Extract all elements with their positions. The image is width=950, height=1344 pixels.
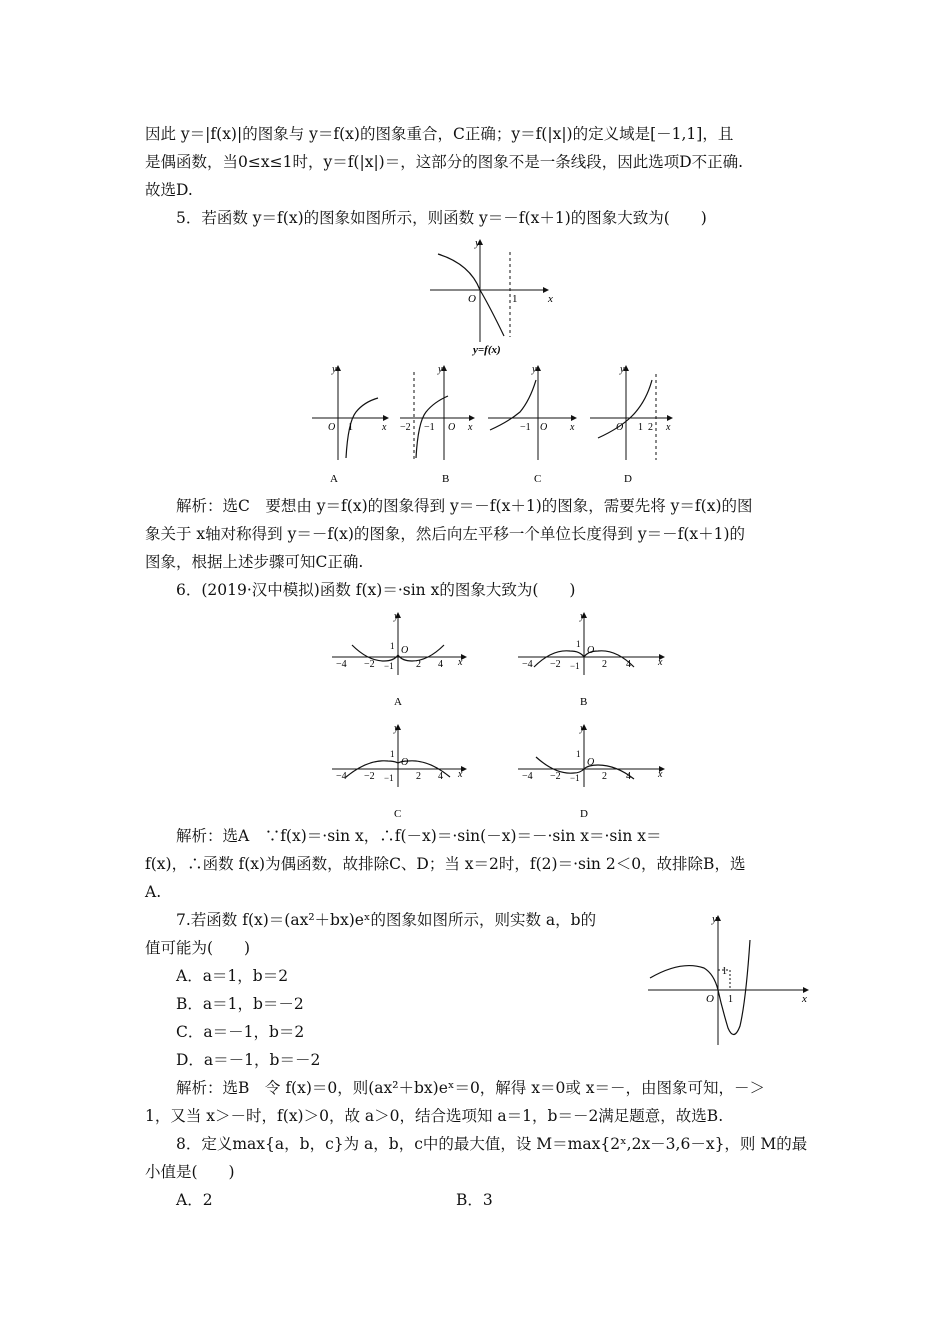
option-c-caption: C [534,473,542,485]
svg-text:y: y [438,364,443,375]
question-5: 5．若函数 y＝f(x)的图象如图所示，则函数 y＝－f(x＋1)的图象大致为( ) [176,209,707,227]
svg-text:−1: −1 [384,773,394,783]
option-a-caption: A [330,473,338,485]
svg-text:2: 2 [416,771,421,782]
text-line: 小值是( ) [145,1163,235,1181]
svg-text:1: 1 [576,639,581,649]
choice-a: A．a＝1，b＝2 [176,967,289,985]
svg-text:2: 2 [602,771,607,782]
origin-label: O [468,293,476,305]
svg-text:O: O [616,422,624,433]
svg-text:1: 1 [638,422,643,433]
text-line: 解析：选C 要想由 y＝f(x)的图象得到 y＝－f(x＋1)的图象，需要先将 y＝f(x)的图 [176,497,753,515]
svg-text:−4: −4 [522,659,533,670]
svg-text:O: O [587,757,595,768]
svg-text:1: 1 [728,994,733,1005]
svg-text:−2: −2 [364,771,375,782]
svg-text:2: 2 [416,659,421,670]
option-a-graph [312,364,388,485]
svg-text:x: x [570,422,575,433]
text-line: A. [145,883,162,901]
svg-text:−1: −1 [570,773,580,783]
svg-text:x: x [802,993,807,1005]
question-8: 8．定义max{a，b，c}为 a，b，c中的最大值，设 M＝max{2ˣ,2x－3,6－x}，则 M的最 [176,1135,808,1153]
text-line: f(x)，∴函数 f(x)为偶函数，故排除C、D；当 x＝2时，f(2)＝·sin 2＜0，故排除B，选 [145,855,746,873]
svg-text:x: x [658,657,663,668]
option-c-graph [488,364,576,485]
svg-text:y: y [394,611,399,622]
svg-text:−2: −2 [550,659,561,670]
option-b-caption: B [580,696,588,708]
svg-text:−2: −2 [400,422,411,433]
figure-6 [328,605,668,820]
svg-text:−1: −1 [384,661,394,671]
svg-text:−1: −1 [424,422,435,433]
option-c-graph [332,723,466,820]
option-d-graph [590,364,672,485]
svg-text:x: x [658,769,663,780]
choice-c: C．a＝－1，b＝2 [176,1023,305,1041]
svg-text:1: 1 [390,749,395,759]
svg-text:y: y [620,364,625,375]
svg-text:x: x [666,422,671,433]
figure-5-options [308,360,678,490]
text-line: 是偶函数，当0≤x≤1时，y＝f(|x|)＝，这部分的图象不是一条线段，因此选项D不正确. [145,153,744,171]
text-line: 解析：选B 令 f(x)＝0，则(ax²＋bx)eˣ＝0，解得 x＝0或 x＝－，由图象可知，－＞ [176,1079,766,1097]
svg-text:−1: −1 [520,422,531,433]
svg-text:4: 4 [626,659,631,670]
svg-text:y: y [532,364,537,375]
question-6: 6．(2019·汉中模拟)函数 f(x)＝·sin x的图象大致为( ) [176,581,576,599]
option-d-caption: D [580,808,588,820]
svg-text:−1: −1 [570,661,580,671]
svg-text:O: O [587,645,595,656]
svg-text:2: 2 [648,422,653,433]
svg-text:1: 1 [348,422,353,433]
text-line: 值可能为( ) [145,939,251,957]
svg-text:4: 4 [438,771,443,782]
svg-text:1: 1 [390,641,395,651]
svg-text:O: O [401,757,409,768]
option-c-caption: C [394,808,402,820]
svg-text:1: 1 [722,966,727,977]
axis-x-label: x [548,293,553,305]
figure-7 [646,910,816,1050]
choice-a: A．2 [176,1191,213,1209]
svg-text:O: O [540,422,548,433]
svg-text:4: 4 [626,771,631,782]
svg-text:O: O [328,422,336,433]
text-line: 解析：选A ∵f(x)＝·sin x，∴f(－x)＝·sin(－x)＝－·sin x＝·sin x＝ [176,827,662,845]
svg-text:y: y [580,611,585,622]
svg-text:x: x [458,769,463,780]
text-line: 1，又当 x＞－时，f(x)＞0，故 a＞0，结合选项知 a＝1，b＝－2满足题意，故选B. [145,1107,724,1125]
option-d-graph [518,723,664,820]
text-line: 图象，根据上述步骤可知C正确. [145,553,364,571]
svg-text:1: 1 [576,749,581,759]
question-7: 7.若函数 f(x)＝(ax²＋bx)eˣ的图象如图所示，则实数 a，b的 [176,911,597,929]
option-d-caption: D [624,473,632,485]
svg-text:O: O [401,645,409,656]
option-b-caption: B [442,473,450,485]
svg-text:2: 2 [602,659,607,670]
text-line: 因此 y＝|f(x)|的图象与 y＝f(x)的图象重合，C正确；y＝f(|x|)的定义域是[－1,1]，且 [145,125,734,143]
graph-label: y=f(x) [473,344,501,356]
svg-text:x: x [468,422,473,433]
svg-text:O: O [706,993,714,1005]
svg-text:x: x [458,657,463,668]
text-line: 故选D. [145,181,193,199]
svg-text:4: 4 [438,659,443,670]
choice-d: D．a＝－1，b＝－2 [176,1051,321,1069]
svg-text:−4: −4 [522,771,533,782]
svg-text:O: O [448,422,456,433]
axis-y-label: y [475,237,480,249]
svg-text:−2: −2 [364,659,375,670]
figure-5-main [420,232,560,357]
svg-text:−4: −4 [336,659,347,670]
option-a-caption: A [394,696,402,708]
svg-text:y: y [394,723,399,734]
option-b-graph [400,364,474,485]
svg-text:x: x [382,422,387,433]
svg-text:y: y [580,723,585,734]
svg-text:y: y [332,364,337,375]
svg-text:y: y [712,913,717,925]
svg-text:−2: −2 [550,771,561,782]
choice-b: B．3 [456,1191,493,1209]
tick-label: 1 [512,293,518,305]
option-a-graph [332,611,466,708]
svg-text:−4: −4 [336,771,347,782]
option-b-graph [518,611,664,708]
choice-b: B．a＝1，b＝－2 [176,995,304,1013]
text-line: 象关于 x轴对称得到 y＝－f(x)的图象，然后向左平移一个单位长度得到 y＝－f(x＋1)的 [145,525,746,543]
